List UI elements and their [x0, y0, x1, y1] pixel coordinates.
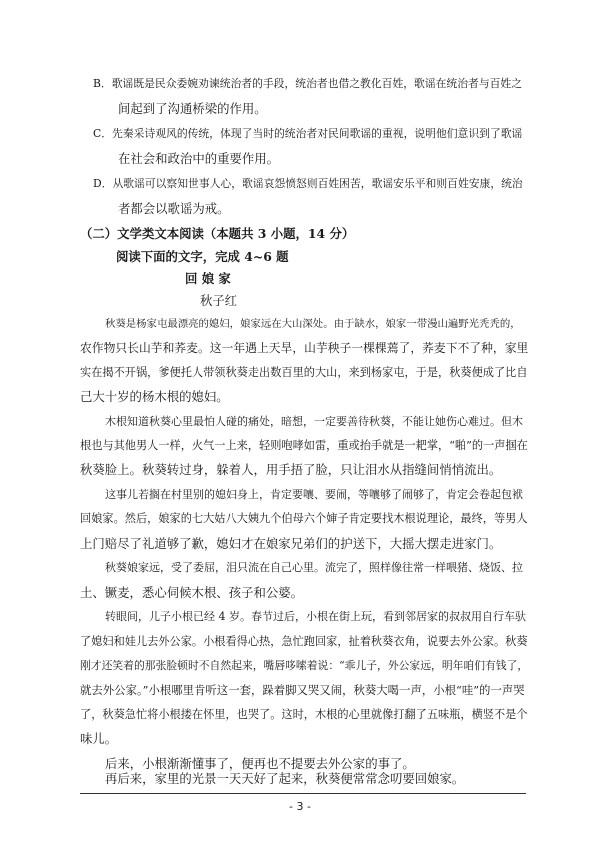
footer-rule — [80, 793, 526, 794]
p3-line3: 上门赔尽了礼道够了歉，媳妇才在娘家兄弟们的护送下，大摇大摆走进家门。 — [80, 536, 502, 551]
p7-line1: 再后来，家里的光景一天天好了起来，秋葵便常常念叨要回娘家。 — [105, 771, 465, 786]
option-c-line1: C．先秦采诗观风的传统，体现了当时的统治者对民间歌谣的重视，说明他们意识到了歌谣 — [93, 127, 523, 140]
story-title: 回 娘 家 — [185, 271, 231, 286]
p5-line3: 刚才还笑着的那张脸顿时不自然起来，嘴唇哆嗦着说：“乖儿子，外公家远，明年咱们有钱了， — [80, 659, 529, 672]
option-c-line2: 在社会和政治中的重要作用。 — [118, 151, 280, 166]
p2-line3: 秋葵脸上。秋葵转过身，躲着人，用手捂了脸，只让泪水从指缝间悄悄流出。 — [80, 462, 502, 477]
page-number: - 3 - — [289, 800, 311, 813]
p5-line4: 就去外公家。”小根哪里肯听这一套，跺着脚又哭又闹，秋葵大喝一声，小根“哇”的一声哭 — [80, 683, 525, 697]
p1-line4: 己大十岁的杨木根的媳妇。 — [80, 389, 229, 404]
option-b-line1: B．歌谣既是民众委婉劝谏统治者的手段，统治者也借之教化百姓，歌谣在统治者与百姓之 — [93, 77, 523, 90]
p3-line1: 这事儿若搁在村里别的媳妇身上，肯定要嚷、要闹，等嚷够了闹够了，肯定会卷起包袱 — [105, 488, 523, 501]
p1-line2: 农作物只长山芋和荞麦。这一年遇上天旱，山芋秧子一棵棵蔫了，荞麦下不了种，家里 — [80, 341, 529, 355]
option-b-line2: 间起到了沟通桥梁的作用。 — [118, 101, 267, 116]
story-author: 秋子红 — [200, 293, 238, 308]
p5-line1: 转眼间，儿子小根已经 4 岁。春节过后，小根在街上玩，看到邻居家的叔叔用自行车驮 — [105, 610, 526, 623]
p1-line3: 实在揭不开锅，爹便托人带领秋葵走出数百里的大山，来到杨家屯，于是，秋葵便成了比自 — [80, 366, 528, 379]
p4-line1: 秋葵娘家远，受了委屈，泪只流在自己心里。流完了，照样像往常一样喂猪、烧饭、拉 — [105, 561, 523, 574]
p5-line5: 了，秋葵急忙将小根搂在怀里，也哭了。这时，木根的心里就像打翻了五味瓶，横竖不是个 — [80, 708, 528, 721]
p2-line1: 木根知道秋葵心里最怕人碰的痛处，暗想，一定要善待秋葵，不能让她伤心难过。但木 — [105, 415, 523, 428]
reading-instruction: 阅读下面的文字，完成 4~6 题 — [116, 249, 289, 264]
option-d-line2: 者都会以歌谣为戒。 — [118, 201, 230, 216]
p5-line2: 了媳妇和娃儿去外公家。小根看得心热，急忙跑回家，扯着秋葵衣角，说要去外公家。秋葵 — [80, 635, 528, 648]
p6-line1: 后来，小根渐渐懂事了，便再也不提要去外公家的事了。 — [105, 756, 415, 771]
p1-line1: 秋葵是杨家屯最漂亮的媳妇，娘家远在大山深处。由于缺水，娘家一带漫山遍野光秃秃的， — [105, 318, 521, 330]
p4-line2: 土、镢麦，悉心伺候木根、孩子和公婆。 — [80, 585, 304, 600]
p3-line2: 回娘家。然后，娘家的七大姑八大姨九个伯母六个婶子肯定要找木根说理论，最终，等男人 — [80, 512, 528, 525]
option-d-line1: D．从歌谣可以察知世事人心，歌谣哀怨愤怒则百姓困苦，歌谣安乐平和则百姓安康，统治 — [93, 177, 523, 190]
section-heading: （二）文学类文本阅读（本题共 3 小题，14 分） — [80, 226, 355, 241]
p5-line6: 味儿。 — [80, 731, 118, 746]
p2-line2: 根也与其他男人一样，火气一上来，轻则咆哮如雷，重或抬手就是一耙掌，“啪”的一声掴在 — [80, 439, 528, 452]
